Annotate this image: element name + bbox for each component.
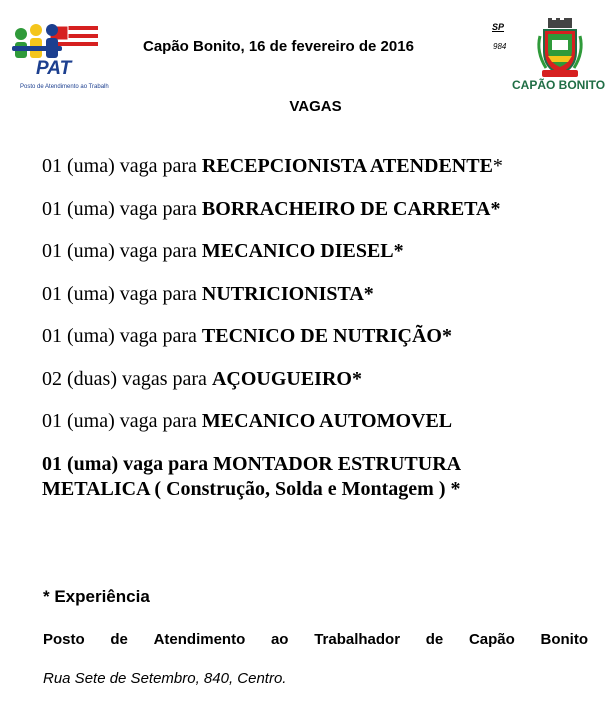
page-title-text: VAGAS bbox=[289, 98, 342, 115]
sp-code: SP bbox=[492, 22, 505, 32]
vacancy-prefix: 01 (uma) vaga para bbox=[42, 155, 202, 177]
office-word: de bbox=[110, 631, 128, 648]
vacancy-prefix: 01 (uma) vaga para bbox=[42, 283, 202, 305]
office-name bbox=[43, 631, 588, 648]
vacancy-item bbox=[42, 282, 374, 306]
pat-caption: Posto de Atendimento ao Trabalh bbox=[20, 84, 109, 90]
vacancy-role: AÇOUGUEIRO* bbox=[211, 368, 362, 390]
vacancy-role: MECANICO DIESEL* bbox=[201, 240, 404, 262]
vacancy-prefix: 01 (uma) vaga para bbox=[42, 240, 202, 262]
coat-of-arms-icon bbox=[534, 18, 586, 80]
experience-footnote: * Experiência bbox=[43, 587, 150, 606]
vacancy-role: TECNICO DE NUTRIÇÃO* bbox=[201, 325, 452, 347]
vacancy-item bbox=[42, 197, 500, 221]
vacancy-item bbox=[42, 239, 404, 263]
vacancy-item bbox=[42, 324, 452, 348]
vacancy-role: MECANICO AUTOMOVEL bbox=[201, 410, 453, 432]
vacancy-last-line2: METALICA ( Construção, Solda e Montagem ) * bbox=[42, 478, 461, 500]
pat-wordmark: PAT bbox=[36, 58, 72, 79]
vacancy-item-last bbox=[42, 452, 582, 502]
vacancy-suffix: * bbox=[492, 155, 503, 177]
office-word: Trabalhador bbox=[314, 631, 401, 648]
office-word: Capão bbox=[468, 631, 515, 648]
city-name: CAPÃO BONITO bbox=[512, 78, 606, 92]
office-address: Rua Sete de Setembro, 840, Centro. bbox=[43, 670, 287, 687]
vacancy-prefix: 01 (uma) vaga para bbox=[42, 198, 202, 220]
vacancy-role: RECEPCIONISTA ATENDENTE bbox=[201, 155, 493, 177]
document-date: Capão Bonito, 16 de fevereiro de 2016 bbox=[143, 38, 414, 55]
vacancy-role: BORRACHEIRO DE CARRETA* bbox=[201, 198, 501, 220]
vacancy-prefix: 02 (duas) vagas para bbox=[42, 368, 212, 390]
city-crest bbox=[534, 18, 586, 80]
page-title bbox=[0, 98, 607, 115]
vacancy-role: NUTRICIONISTA* bbox=[201, 283, 374, 305]
vacancy-item bbox=[42, 367, 362, 391]
office-word: de bbox=[425, 631, 444, 648]
vacancy-item bbox=[42, 154, 503, 178]
office-word: ao bbox=[270, 631, 289, 648]
office-word: Bonito bbox=[540, 631, 588, 648]
vacancy-prefix: 01 (uma) vaga para bbox=[42, 410, 202, 432]
sp-number: 984 bbox=[493, 42, 507, 51]
office-word: Atendimento bbox=[153, 631, 246, 648]
vacancy-last-line1: 01 (uma) vaga para MONTADOR ESTRUTURA bbox=[42, 453, 462, 475]
vacancy-prefix: 01 (uma) vaga para bbox=[42, 325, 202, 347]
vacancy-item bbox=[42, 409, 452, 433]
pat-logo bbox=[12, 22, 112, 96]
office-word: Posto bbox=[43, 631, 85, 648]
